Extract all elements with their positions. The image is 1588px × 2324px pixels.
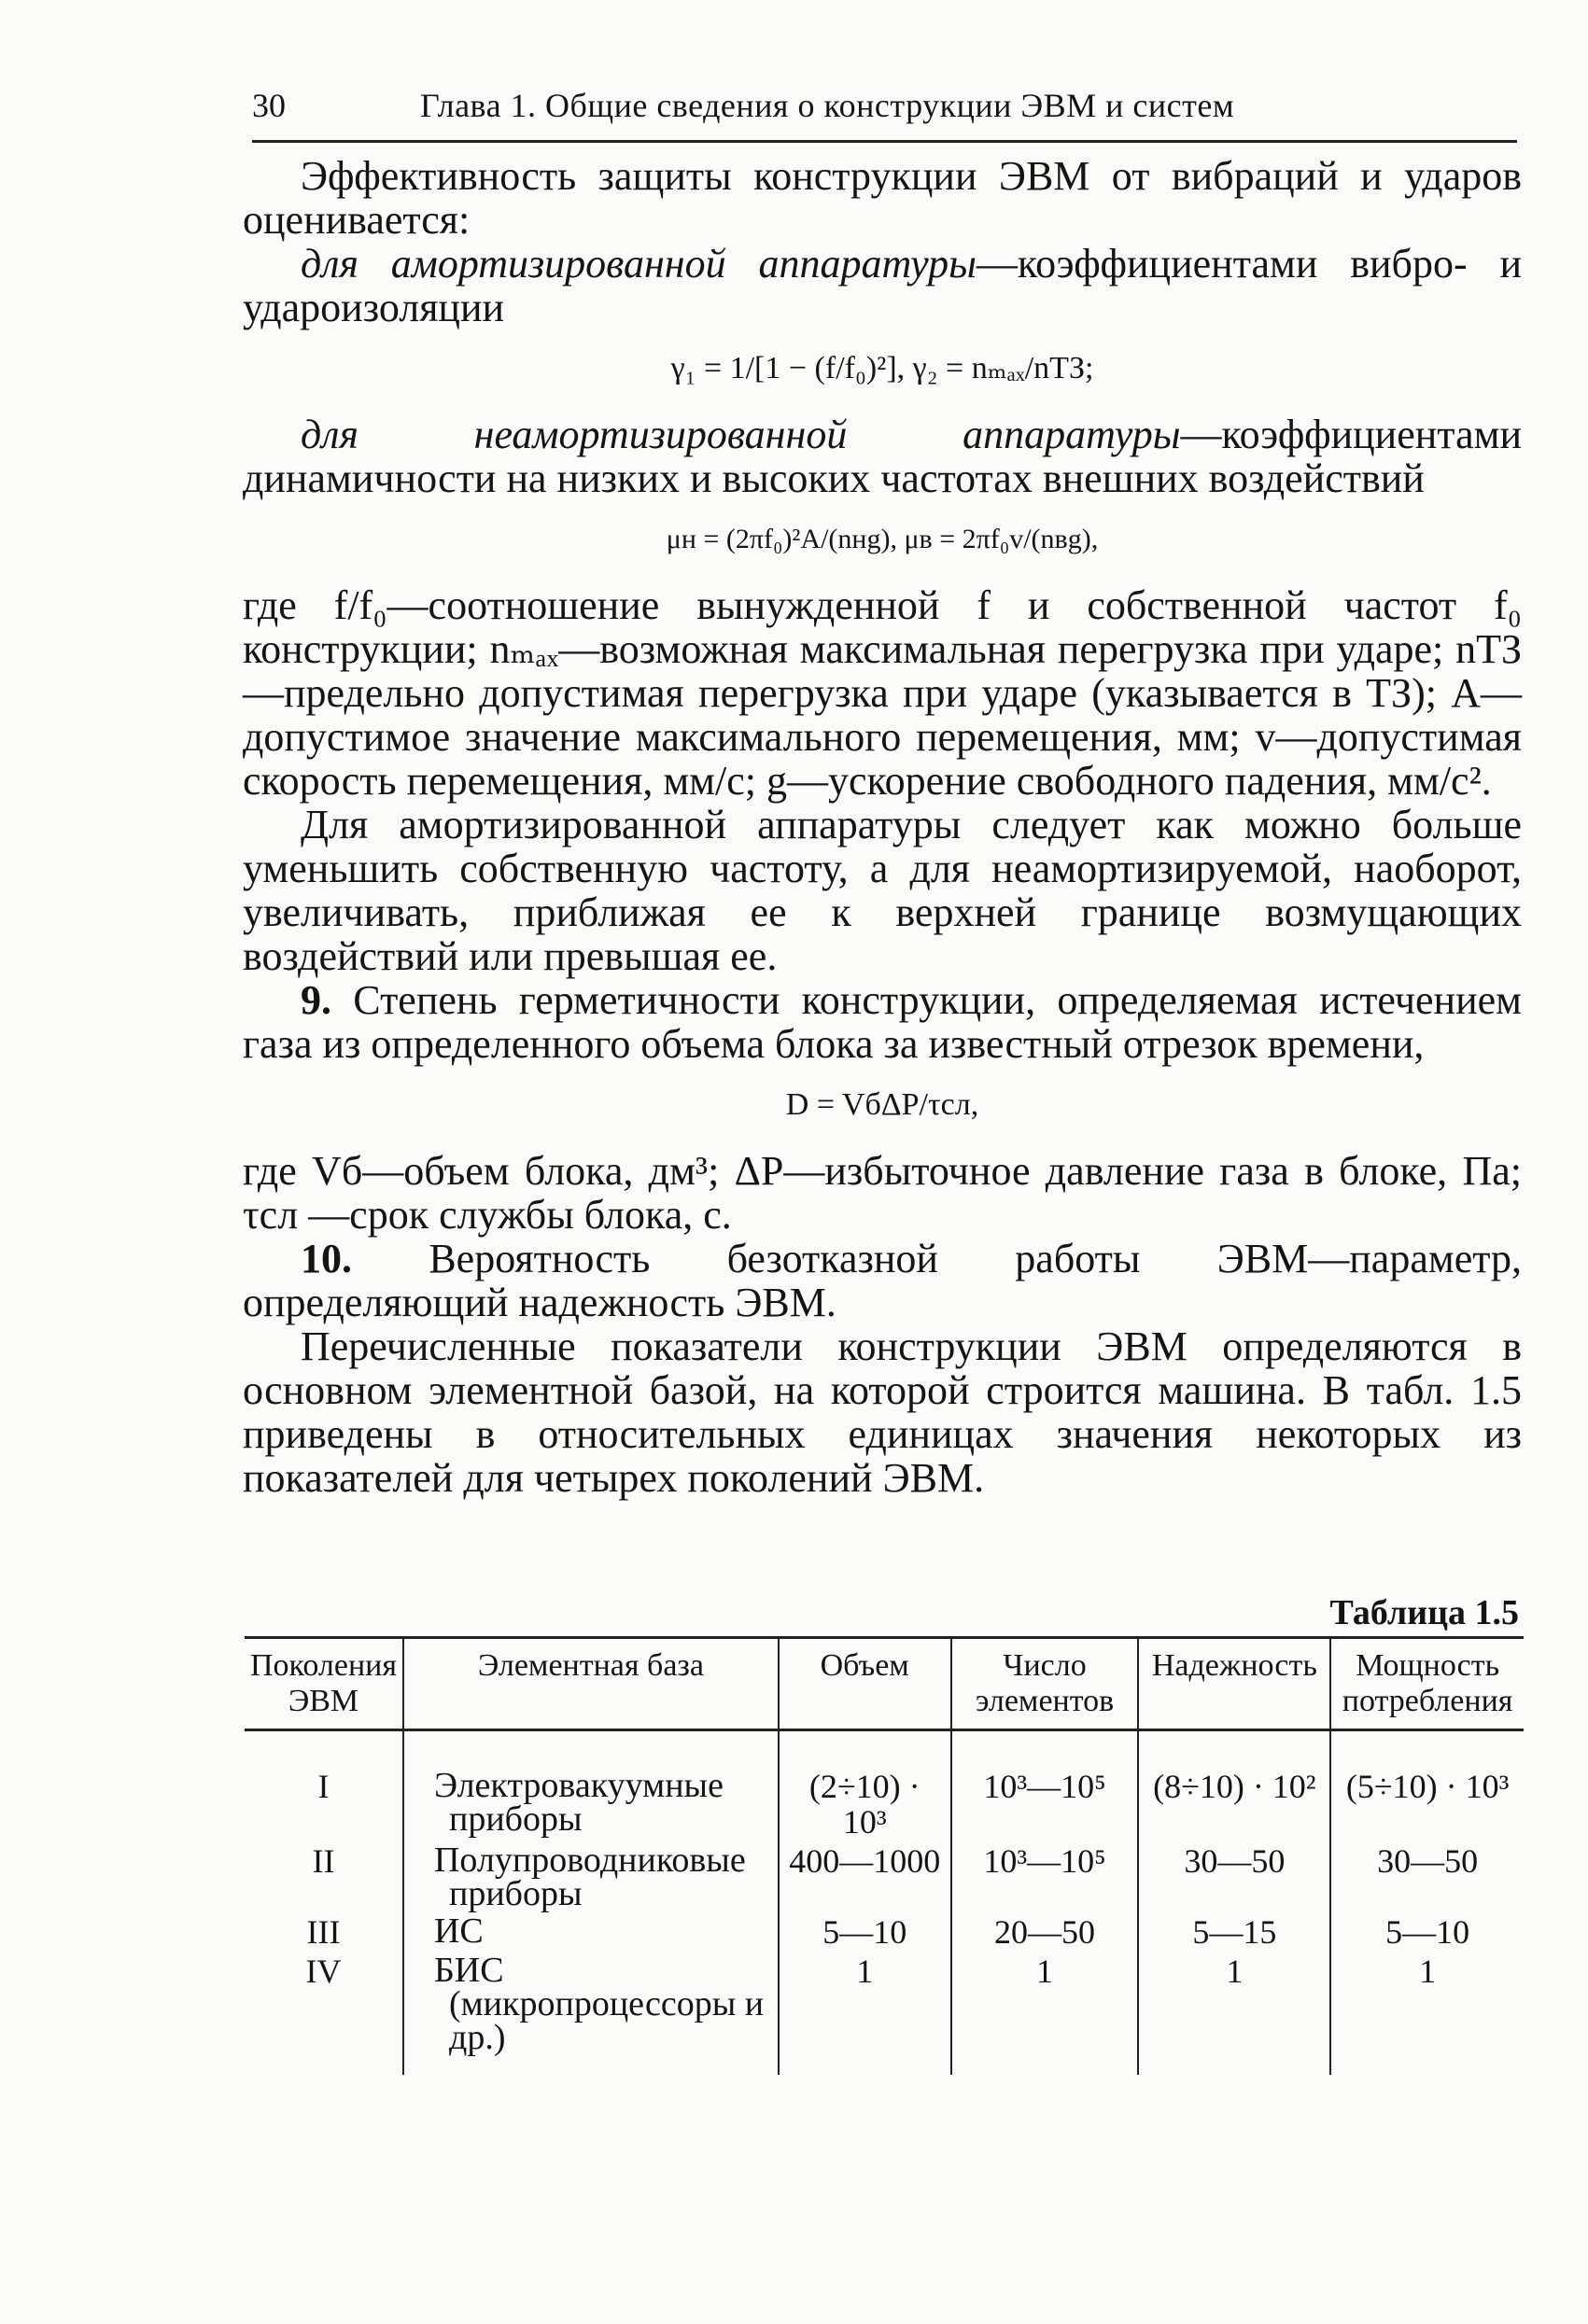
table-header-row [245, 1638, 1524, 1730]
table-row [245, 1841, 1524, 1912]
cell-element-base: Полупроводниковые приборы [403, 1841, 779, 1912]
paragraph-8-text: Вероятность безотказной работы ЭВМ—параметр, определяющий надежность ЭВМ. [243, 1236, 1522, 1325]
cell-volume: 400—1000 [779, 1841, 951, 1912]
cell-power: 30—50 [1330, 1841, 1524, 1912]
paragraph-3-italic: для неамортизированной аппаратуры [301, 412, 1181, 457]
cell-element-count: 10³—10⁵ [951, 1841, 1139, 1912]
formula-vibration-isolation: γ₁ = 1/[1 − (f/f₀)²], γ₂ = nₘₐₓ/nТЗ; [670, 351, 1094, 385]
paragraph-2 [243, 242, 1522, 329]
cell-generation: III [306, 1913, 341, 1951]
item-number-9: 9. [301, 977, 331, 1023]
paragraph-1: Эффективность защиты конструкции ЭВМ от вибраций и ударов оценивается: [243, 153, 1522, 243]
cell-generation: IV [305, 1953, 342, 1990]
paragraph-6-text: Степень герметичности конструкции, определяемая истечением газа из определенного объема блока за известный отрезок времени, [243, 977, 1522, 1067]
formula-dynamic-coefficients: μн = (2πf₀)²A/(nнg), μв = 2πf₀v/(nвg), [666, 524, 1099, 554]
cell-volume: 5—10 [779, 1912, 951, 1952]
header-reliability: Надежность [1138, 1638, 1330, 1730]
cell-reliability: (8÷10) · 10² [1138, 1730, 1330, 1842]
cell-power: 5—10 [1330, 1912, 1524, 1952]
table-row [245, 1912, 1524, 1952]
table-caption: Таблица 1.5 [1329, 1593, 1519, 1632]
header-volume: Объем [779, 1638, 951, 1730]
page-number: 30 [252, 87, 286, 124]
cell-reliability: 30—50 [1138, 1841, 1330, 1912]
running-title: Глава 1. Общие сведения о конструкции ЭВМ и систем [420, 87, 1235, 124]
cell-element-count: 10³—10⁵ [951, 1730, 1139, 1842]
cell-reliability: 5—15 [1138, 1912, 1330, 1952]
header-element-base: Элементная база [403, 1638, 779, 1730]
cell-element-base: ИС [403, 1912, 779, 1952]
cell-power: 1 [1330, 1952, 1524, 2075]
page-body [243, 154, 1522, 1500]
paragraph-6 [243, 978, 1522, 1066]
generations-table [245, 1636, 1524, 2075]
cell-volume: (2÷10) · 10³ [779, 1730, 951, 1842]
paragraph-4: где f/f₀—соотношение вынужденной f и собственной частот f₀ конструкции; nₘₐₓ—возможная максимальная перегрузка при ударе; nТЗ—предельно допустимая перегрузка при ударе (указывается в ТЗ); A—допустимое значение максимального перемещения, мм; v—допустимая скорость перемещения, мм/с; g—ускорение свободного падения, мм/с². [243, 582, 1522, 804]
table-row [245, 1730, 1524, 1842]
paragraph-2-italic: для амортизированной аппаратуры [301, 241, 977, 287]
cell-element-count: 20—50 [951, 1912, 1139, 1952]
paragraph-3-text: —коэффициентами динамичности на низких и высоких частотах внешних воздействий [243, 412, 1522, 501]
paragraph-7: где Vб—объем блока, дм³; ΔP—избыточное давление газа в блоке, Па; τсл —срок службы блока, с. [243, 1148, 1522, 1238]
paragraph-9: Перечисленные показатели конструкции ЭВМ определяются в основном элементной базой, на которой строится машина. В табл. 1.5 приведены в относительных единицах значения некоторых из показателей для четырех поколений ЭВМ. [243, 1323, 1522, 1501]
cell-element-count: 1 [951, 1952, 1139, 2075]
paragraph-3 [243, 413, 1522, 500]
cell-generation: I [317, 1768, 330, 1805]
paragraph-8 [243, 1237, 1522, 1324]
item-number-10: 10. [301, 1236, 352, 1281]
paragraph-2-text: —коэффициентами вибро- и удароизоляции [243, 241, 1522, 330]
header-power: Мощность потребления [1330, 1638, 1524, 1730]
header-generation: Поколения ЭВМ [245, 1638, 403, 1730]
cell-reliability: 1 [1138, 1952, 1330, 2075]
cell-volume: 1 [779, 1952, 951, 2075]
cell-element-base: БИС (микропроцессоры и др.) [403, 1952, 779, 2075]
formula-hermeticity: D = VбΔP/τсл, [785, 1087, 979, 1122]
cell-element-base: Электровакуумные приборы [403, 1730, 779, 1842]
cell-power: (5÷10) · 10³ [1330, 1730, 1524, 1842]
paragraph-5: Для амортизированной аппаратуры следует как можно больше уменьшить собственную частоту, а для неамортизируемой, наоборот, увеличивать, приближая ее к верхней границе возмущающих воздействий или превышая ее. [243, 802, 1522, 979]
header-element-count: Число элементов [951, 1638, 1139, 1730]
cell-generation: II [312, 1842, 335, 1880]
page-header [252, 86, 1517, 143]
table-row [245, 1952, 1524, 2075]
